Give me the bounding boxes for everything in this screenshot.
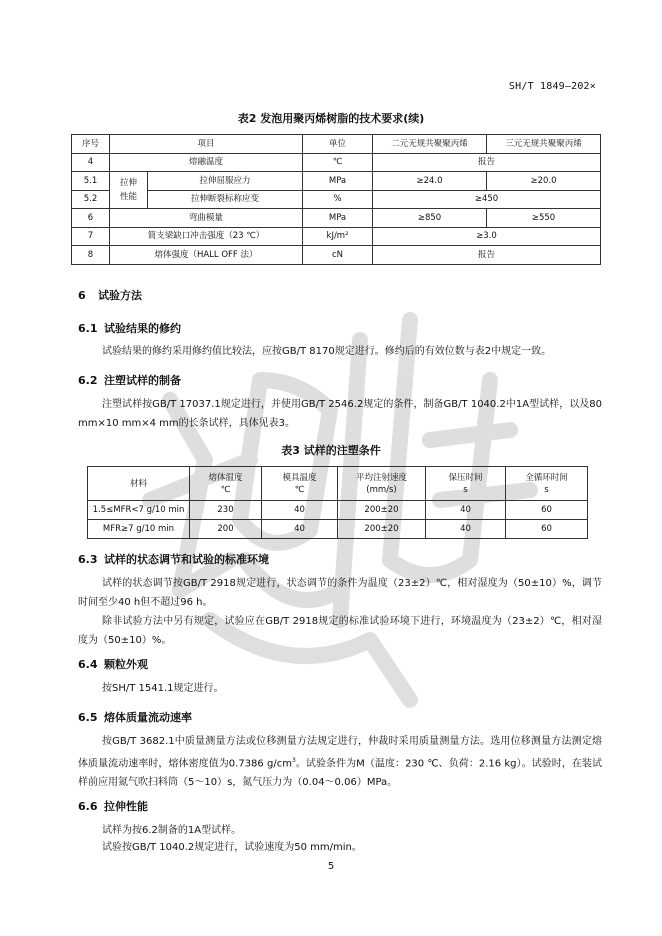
cell: 60 xyxy=(506,501,588,520)
section-heading-6-3 xyxy=(78,551,269,567)
table2-caption: 表2 发泡用聚丙烯树脂的技术要求(续) xyxy=(237,112,425,125)
cell-no: 7 xyxy=(72,227,110,246)
header-unit: (mm/s) xyxy=(366,484,397,495)
paragraph: 试样为按6.2制备的1A型试样。 xyxy=(102,825,242,836)
header-line: 熔体温度 xyxy=(208,472,243,483)
col-header xyxy=(506,467,588,501)
cell-item: 熔体强度（HALL OFF 法） xyxy=(110,246,303,265)
cell-no: 4 xyxy=(72,153,110,172)
table-row xyxy=(72,153,601,172)
col-header: 单位 xyxy=(303,135,373,154)
section-number: 6.4 xyxy=(78,658,98,671)
col-header xyxy=(190,467,262,501)
section-heading-6-4 xyxy=(78,656,148,672)
cell-no: 6 xyxy=(72,209,110,228)
paragraph: 注塑试样按GB/T 17037.1规定进行，并使用GB/T 2546.2规定的条件，制备GB/T 1040.2中1A型试样，以及80 mm×10 mm×4 mm的长条试样，具体见表3。 xyxy=(78,399,602,429)
table-row xyxy=(72,227,601,246)
cell-unit: kJ/m² xyxy=(303,227,373,246)
cell-value: 报告 xyxy=(373,153,601,172)
table-row xyxy=(72,172,601,191)
table-header-row xyxy=(88,467,588,501)
text-run: 。试验条件为M（温度：230 ℃、负荷：2.16 kg）。试验时，在装试样前应用氮气吹扫料筒（5～10）s，氮气压力为（0.04～0.06）MPa。 xyxy=(78,758,603,789)
cell-item: 简支梁缺口冲击强度（23 ℃） xyxy=(110,227,303,246)
cell-item: 熔融温度 xyxy=(110,153,303,172)
cell-value: ≥550 xyxy=(487,209,601,228)
section-title: 试验方法 xyxy=(98,289,142,302)
cell-unit: cN xyxy=(303,246,373,265)
section-title: 试验结果的修约 xyxy=(104,322,181,335)
cell: 60 xyxy=(506,520,588,539)
header-unit: s xyxy=(463,484,468,495)
table-row xyxy=(88,501,588,520)
cell-value: ≥450 xyxy=(373,190,601,209)
cell: 40 xyxy=(262,520,338,539)
cell: 40 xyxy=(426,501,506,520)
table-header-row xyxy=(72,135,601,154)
cell: 40 xyxy=(262,501,338,520)
section-title: 熔体质量流动速率 xyxy=(104,711,192,724)
cell-value: ≥24.0 xyxy=(373,172,487,191)
header-line: 保压时间 xyxy=(448,472,483,483)
cell-value: ≥20.0 xyxy=(487,172,601,191)
cell-item: 拉伸屈服应力 xyxy=(148,172,303,191)
section-heading-6-5 xyxy=(78,709,192,725)
cell: 40 xyxy=(426,520,506,539)
paragraph xyxy=(78,732,602,792)
section-number: 6.5 xyxy=(78,711,98,724)
table3-caption: 表3 试样的注塑条件 xyxy=(281,444,381,457)
document-code: SH/T 1849—202× xyxy=(508,81,596,92)
section-title: 试样的状态调节和试验的标准环境 xyxy=(104,553,269,566)
section-number: 6 xyxy=(78,289,86,302)
cell-material: 1.5≤MFR<7 g/10 min xyxy=(88,501,190,520)
cell-value: 报告 xyxy=(373,246,601,265)
header-line: 平均注射速度 xyxy=(355,472,407,483)
paragraph: 试验结果的修约采用修约值比较法，应按GB/T 8170规定进行。修约后的有效位数与表2中规定一致。 xyxy=(102,346,552,357)
col-header xyxy=(426,467,506,501)
col-header xyxy=(88,467,190,501)
table-row xyxy=(72,246,601,265)
cell-unit: % xyxy=(303,190,373,209)
col-header: 三元无规共聚聚丙烯 xyxy=(487,135,601,154)
cell-item: 拉伸断裂标称应变 xyxy=(148,190,303,209)
table-row xyxy=(72,209,601,228)
header-line: 模具温度 xyxy=(282,472,317,483)
header-line: 全循环时间 xyxy=(525,472,568,483)
header-unit: ℃ xyxy=(220,484,231,495)
cell-group xyxy=(110,172,148,209)
cell: 200±20 xyxy=(338,501,426,520)
col-header: 项目 xyxy=(110,135,303,154)
col-header: 序号 xyxy=(72,135,110,154)
header-unit: s xyxy=(544,484,549,495)
paragraph: 试验按GB/T 1040.2规定进行，试验速度为50 mm/min。 xyxy=(102,842,362,853)
col-header xyxy=(262,467,338,501)
cell-no: 5.2 xyxy=(72,190,110,209)
col-header xyxy=(338,467,426,501)
section-number: 6.3 xyxy=(78,553,98,566)
paragraph: 除非试验方法中另有规定，试验应在GB/T 2918规定的标准试验环境下进行，环境温度为（23±2）℃，相对湿度为（50±10）%。 xyxy=(78,616,602,646)
section-title: 颗粒外观 xyxy=(104,658,148,671)
cell-no: 8 xyxy=(72,246,110,265)
paragraph: 按SH/T 1541.1规定进行。 xyxy=(102,683,224,694)
section-number: 6.6 xyxy=(78,800,98,813)
cell-value: ≥3.0 xyxy=(373,227,601,246)
cell-unit: MPa xyxy=(303,172,373,191)
section-heading-6-1 xyxy=(78,320,181,336)
col-header: 二元无规共聚聚丙烯 xyxy=(373,135,487,154)
section-heading-6 xyxy=(78,287,142,303)
section-heading-6-6 xyxy=(78,798,148,814)
cell-no: 5.1 xyxy=(72,172,110,191)
section-number: 6.1 xyxy=(78,322,98,335)
section-heading-6-2 xyxy=(78,372,181,388)
text-run: 按GB/T 3682.1中质量测量方法或位移测量方法规定进行，仲裁时采用质量测量方法。选用位移测量方法测定熔体质量流动速率时，熔体密度值为0.7386 g/cm xyxy=(78,736,602,770)
cell-item: 弯曲模量 xyxy=(110,209,303,228)
table-row xyxy=(72,190,601,209)
header-unit: ℃ xyxy=(294,484,305,495)
superscript: 3 xyxy=(291,757,296,764)
cell: 200±20 xyxy=(338,520,426,539)
page-number: 5 xyxy=(327,861,335,872)
table3-injection-conditions xyxy=(87,466,588,539)
section-title: 拉伸性能 xyxy=(104,800,148,813)
table-row xyxy=(88,520,588,539)
cell-unit: MPa xyxy=(303,209,373,228)
cell-material: MFR≥7 g/10 min xyxy=(88,520,190,539)
cell: 230 xyxy=(190,501,262,520)
section-title: 注塑试样的制备 xyxy=(104,374,181,387)
table2-spec-requirements xyxy=(71,134,601,265)
section-number: 6.2 xyxy=(78,374,98,387)
cell: 200 xyxy=(190,520,262,539)
cell-value: ≥850 xyxy=(373,209,487,228)
cell-unit: ℃ xyxy=(303,153,373,172)
group-label: 拉伸性能 xyxy=(119,178,137,202)
paragraph: 试样的状态调节按GB/T 2918规定进行，状态调节的条件为温度（23±2）℃，相对湿度为（50±10）%，调节时间至少40 h但不超过96 h。 xyxy=(78,578,602,608)
header-line: 材料 xyxy=(129,478,147,489)
